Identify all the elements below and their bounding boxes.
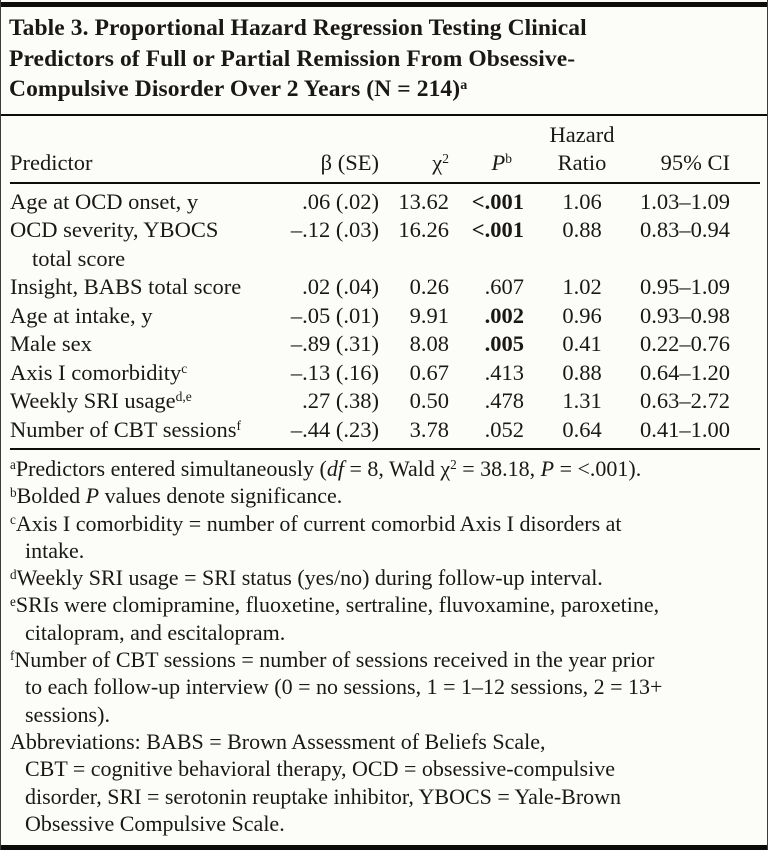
cell-chi-square: 8.08	[409, 331, 449, 356]
cell-confidence-interval: 0.93–0.98	[640, 302, 730, 328]
footnote-f: $^f$Number of CBT sessions = number of sessions received in the year prior to each follow-up interview (0 = no sessions, 1 = 1–12 sessions, 2 = 13+ sessions).	[10, 647, 663, 727]
cell-chi-square: 0.50	[409, 388, 449, 413]
footnote-abbreviations: Abbreviations: BABS = Brown Assessment of Beliefs Scale, CBT = cognitive behavioral therapy, OCD = obsessive-compulsive disorder, SRI = serotonin reuptake inhibitor, YBOCS = Yale-Brown Obsessive Compulsive Scale.	[10, 728, 622, 836]
cell-confidence-interval: 0.83–0.94	[640, 217, 730, 242]
column-header-p-value: $P^b$	[460, 116, 538, 183]
footnotes-section	[1, 450, 767, 845]
cell-predictor: Male sex	[10, 331, 92, 356]
cell-predictor: Insight, BABS total score	[10, 274, 242, 299]
cell-predictor: Weekly SRI usage$^{d,e}$	[10, 388, 192, 413]
table-row	[10, 416, 760, 450]
bottom-rule	[1, 845, 767, 850]
cell-p-value: .005	[484, 331, 524, 356]
cell-hazard-ratio: 0.96	[562, 302, 602, 328]
cell-beta-se: .02 (.04)	[302, 274, 379, 299]
cell-p-value: <.001	[471, 188, 524, 214]
regression-table	[10, 116, 760, 451]
footnote-a: $^a$Predictors entered simultaneously (df = 8, Wald $\chi^2 = 38.18$, P = <.001).	[10, 456, 642, 481]
cell-chi-square: 16.26	[398, 217, 449, 242]
table-row	[10, 302, 760, 331]
cell-predictor: Number of CBT sessions$^f$	[10, 416, 286, 450]
table-row	[10, 387, 760, 416]
table-row	[10, 330, 760, 359]
cell-beta-se: .06 (.02)	[302, 188, 379, 214]
cell-confidence-interval: 0.95–1.09	[640, 274, 730, 299]
cell-confidence-interval: 0.41–1.00	[626, 416, 760, 450]
cell-chi-square: 0.26	[409, 274, 449, 299]
cell-chi-square: 3.78	[388, 416, 460, 450]
cell-p-value: .413	[484, 359, 524, 385]
footnote-e: $^e$SRIs were clomipramine, fluoxetine, sertraline, fluvoxamine, paroxetine, citalopram, and escitalopram.	[10, 592, 660, 645]
cell-beta-se: –.05 (.01)	[290, 302, 379, 328]
cell-p-value: .478	[484, 388, 524, 413]
cell-hazard-ratio: 0.64	[538, 416, 626, 450]
table-row	[10, 216, 760, 273]
cell-beta-se: –.89 (.31)	[290, 331, 379, 356]
table-row	[10, 359, 760, 388]
cell-confidence-interval: 0.22–0.76	[640, 331, 730, 356]
column-header-beta-se: β (SE)	[286, 116, 388, 183]
cell-chi-square: 13.62	[398, 188, 449, 214]
column-header-chi-square: $\chi^2$	[388, 116, 460, 183]
cell-confidence-interval: 1.03–1.09	[640, 188, 730, 214]
cell-hazard-ratio: 1.06	[562, 188, 602, 214]
cell-beta-se: –.12 (.03)	[290, 217, 379, 242]
cell-hazard-ratio: 1.31	[562, 388, 602, 413]
cell-p-value: .607	[484, 274, 524, 299]
cell-p-value: .002	[484, 302, 524, 328]
column-header-ci: 95% CI	[626, 116, 760, 183]
column-header-predictor: Predictor	[10, 116, 286, 183]
cell-hazard-ratio: 0.88	[562, 217, 602, 242]
cell-confidence-interval: 0.63–2.72	[640, 388, 730, 413]
cell-beta-se: .27 (.38)	[302, 388, 379, 413]
cell-predictor: Age at OCD onset, y	[10, 188, 199, 214]
cell-chi-square: 0.67	[409, 359, 449, 385]
cell-predictor: OCD severity, YBOCS total score	[10, 217, 219, 271]
cell-chi-square: 9.91	[409, 302, 449, 328]
cell-beta-se: –.44 (.23)	[286, 416, 388, 450]
cell-beta-se: –.13 (.16)	[290, 359, 379, 385]
footnote-d: $^d$Weekly SRI usage = SRI status (yes/no) during follow-up interval.	[10, 565, 603, 591]
column-header-hazard-ratio: Hazard Ratio	[538, 116, 626, 183]
cell-confidence-interval: 0.64–1.20	[640, 359, 730, 385]
cell-p-value: .052	[460, 416, 538, 450]
footnote-b: $^b$Bolded P values denote significance.	[10, 483, 343, 509]
cell-predictor: Axis I comorbidity$^c$	[10, 359, 188, 385]
cell-hazard-ratio: 1.02	[562, 274, 602, 299]
cell-hazard-ratio: 0.88	[562, 359, 602, 385]
cell-hazard-ratio: 0.41	[562, 331, 602, 356]
footnote-c: $^c$Axis I comorbidity = number of current comorbid Axis I disorders at intake.	[10, 510, 622, 563]
table-row	[10, 183, 760, 217]
header-row	[10, 116, 760, 183]
table-row	[10, 273, 760, 302]
cell-p-value: <.001	[471, 217, 524, 242]
table-title: Table 3. Proportional Hazard Regression Testing Clinical Predictors of Full or Partial Remission From Obsessive- Compulsive Disorder Over 2 Years (N = 214)$^a$	[9, 15, 587, 102]
cell-predictor: Age at intake, y	[10, 302, 153, 328]
